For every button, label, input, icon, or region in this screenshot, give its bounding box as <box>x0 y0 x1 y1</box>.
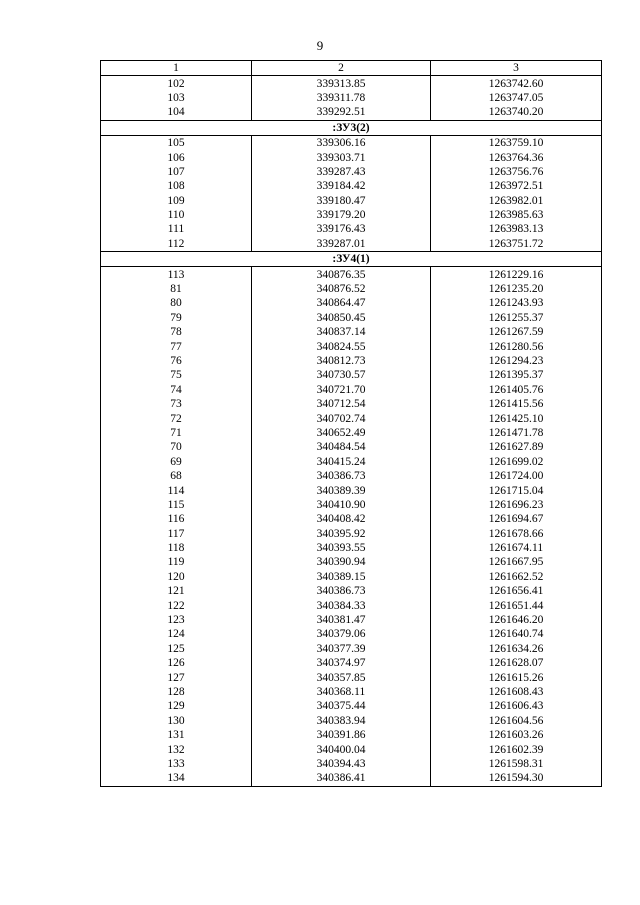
x-coordinate-cell: 340876.52 <box>252 282 431 296</box>
point-number-cell: 106 <box>101 150 252 164</box>
point-number-cell: 112 <box>101 237 252 252</box>
table-row <box>101 555 602 569</box>
table-row <box>101 699 602 713</box>
y-coordinate-cell: 1261598.31 <box>431 757 602 771</box>
y-coordinate-cell: 1261694.67 <box>431 512 602 526</box>
x-coordinate-cell: 340386.41 <box>252 771 431 786</box>
table-row <box>101 194 602 208</box>
y-coordinate-cell: 1261415.56 <box>431 397 602 411</box>
y-coordinate-cell: 1261608.43 <box>431 685 602 699</box>
y-coordinate-cell: 1263982.01 <box>431 194 602 208</box>
table-row <box>101 685 602 699</box>
y-coordinate-cell: 1261678.66 <box>431 527 602 541</box>
y-coordinate-cell: 1261634.26 <box>431 642 602 656</box>
y-coordinate-cell: 1261405.76 <box>431 383 602 397</box>
table-row <box>101 208 602 222</box>
table-row <box>101 714 602 728</box>
point-number-cell: 70 <box>101 440 252 454</box>
point-number-cell: 76 <box>101 354 252 368</box>
section-label: :ЗУ3(2) <box>101 120 602 135</box>
x-coordinate-cell: 340824.55 <box>252 339 431 353</box>
y-coordinate-cell: 1263751.72 <box>431 237 602 252</box>
x-coordinate-cell: 340850.45 <box>252 311 431 325</box>
x-coordinate-cell: 340375.44 <box>252 699 431 713</box>
header-y-coordinate: 3 <box>431 61 602 76</box>
point-number-cell: 104 <box>101 105 252 120</box>
point-number-cell: 132 <box>101 742 252 756</box>
y-coordinate-cell: 1261602.39 <box>431 742 602 756</box>
x-coordinate-cell: 340812.73 <box>252 354 431 368</box>
y-coordinate-cell: 1261662.52 <box>431 570 602 584</box>
point-number-cell: 120 <box>101 570 252 584</box>
x-coordinate-cell: 340652.49 <box>252 426 431 440</box>
section-row <box>101 120 602 135</box>
point-number-cell: 125 <box>101 642 252 656</box>
x-coordinate-cell: 340393.55 <box>252 541 431 555</box>
y-coordinate-cell: 1261604.56 <box>431 714 602 728</box>
y-coordinate-cell: 1263756.76 <box>431 165 602 179</box>
x-coordinate-cell: 340374.97 <box>252 656 431 670</box>
y-coordinate-cell: 1263740.20 <box>431 105 602 120</box>
table-row <box>101 757 602 771</box>
x-coordinate-cell: 339311.78 <box>252 91 431 105</box>
y-coordinate-cell: 1261640.74 <box>431 627 602 641</box>
table-row <box>101 397 602 411</box>
y-coordinate-cell: 1261243.93 <box>431 296 602 310</box>
y-coordinate-cell: 1261724.00 <box>431 469 602 483</box>
table-row <box>101 179 602 193</box>
table-row <box>101 150 602 164</box>
table-row <box>101 237 602 252</box>
point-number-cell: 103 <box>101 91 252 105</box>
table-body <box>101 76 602 786</box>
x-coordinate-cell: 340395.92 <box>252 527 431 541</box>
y-coordinate-cell: 1261615.26 <box>431 670 602 684</box>
point-number-cell: 109 <box>101 194 252 208</box>
point-number-cell: 80 <box>101 296 252 310</box>
table-row <box>101 426 602 440</box>
table-row <box>101 483 602 497</box>
x-coordinate-cell: 340408.42 <box>252 512 431 526</box>
point-number-cell: 75 <box>101 368 252 382</box>
table-row <box>101 627 602 641</box>
table-row <box>101 570 602 584</box>
point-number-cell: 118 <box>101 541 252 555</box>
x-coordinate-cell: 340876.35 <box>252 267 431 282</box>
point-number-cell: 69 <box>101 455 252 469</box>
table-row <box>101 105 602 120</box>
point-number-cell: 105 <box>101 135 252 150</box>
table-row <box>101 527 602 541</box>
x-coordinate-cell: 340379.06 <box>252 627 431 641</box>
point-number-cell: 71 <box>101 426 252 440</box>
y-coordinate-cell: 1261646.20 <box>431 613 602 627</box>
x-coordinate-cell: 340381.47 <box>252 613 431 627</box>
table-row <box>101 469 602 483</box>
y-coordinate-cell: 1261603.26 <box>431 728 602 742</box>
point-number-cell: 121 <box>101 584 252 598</box>
point-number-cell: 115 <box>101 498 252 512</box>
x-coordinate-cell: 340484.54 <box>252 440 431 454</box>
table-row <box>101 541 602 555</box>
section-label: :ЗУ4(1) <box>101 252 602 267</box>
x-coordinate-cell: 340730.57 <box>252 368 431 382</box>
point-number-cell: 81 <box>101 282 252 296</box>
x-coordinate-cell: 340386.73 <box>252 584 431 598</box>
point-number-cell: 113 <box>101 267 252 282</box>
point-number-cell: 119 <box>101 555 252 569</box>
point-number-cell: 122 <box>101 598 252 612</box>
x-coordinate-cell: 339180.47 <box>252 194 431 208</box>
x-coordinate-cell: 340702.74 <box>252 411 431 425</box>
point-number-cell: 78 <box>101 325 252 339</box>
point-number-cell: 128 <box>101 685 252 699</box>
x-coordinate-cell: 339313.85 <box>252 76 431 91</box>
x-coordinate-cell: 340383.94 <box>252 714 431 728</box>
point-number-cell: 108 <box>101 179 252 193</box>
point-number-cell: 77 <box>101 339 252 353</box>
table-row <box>101 455 602 469</box>
x-coordinate-cell: 339184.42 <box>252 179 431 193</box>
point-number-cell: 124 <box>101 627 252 641</box>
table-row <box>101 76 602 91</box>
y-coordinate-cell: 1261594.30 <box>431 771 602 786</box>
header-x-coordinate: 2 <box>252 61 431 76</box>
point-number-cell: 131 <box>101 728 252 742</box>
x-coordinate-cell: 340384.33 <box>252 598 431 612</box>
table-header <box>101 61 602 76</box>
table-row <box>101 498 602 512</box>
x-coordinate-cell: 340410.90 <box>252 498 431 512</box>
y-coordinate-cell: 1263764.36 <box>431 150 602 164</box>
x-coordinate-cell: 340386.73 <box>252 469 431 483</box>
x-coordinate-cell: 340357.85 <box>252 670 431 684</box>
section-row <box>101 252 602 267</box>
table-row <box>101 311 602 325</box>
coordinates-table <box>100 60 602 787</box>
y-coordinate-cell: 1261235.20 <box>431 282 602 296</box>
y-coordinate-cell: 1261471.78 <box>431 426 602 440</box>
header-point-number: 1 <box>101 61 252 76</box>
point-number-cell: 117 <box>101 527 252 541</box>
point-number-cell: 134 <box>101 771 252 786</box>
table-row <box>101 296 602 310</box>
x-coordinate-cell: 339292.51 <box>252 105 431 120</box>
y-coordinate-cell: 1263742.60 <box>431 76 602 91</box>
table-row <box>101 165 602 179</box>
x-coordinate-cell: 340390.94 <box>252 555 431 569</box>
y-coordinate-cell: 1261699.02 <box>431 455 602 469</box>
point-number-cell: 110 <box>101 208 252 222</box>
x-coordinate-cell: 340721.70 <box>252 383 431 397</box>
y-coordinate-cell: 1261667.95 <box>431 555 602 569</box>
x-coordinate-cell: 340368.11 <box>252 685 431 699</box>
y-coordinate-cell: 1261715.04 <box>431 483 602 497</box>
point-number-cell: 127 <box>101 670 252 684</box>
table-row <box>101 512 602 526</box>
table-row <box>101 282 602 296</box>
y-coordinate-cell: 1261627.89 <box>431 440 602 454</box>
point-number-cell: 73 <box>101 397 252 411</box>
page-number: 9 <box>316 38 324 53</box>
y-coordinate-cell: 1261656.41 <box>431 584 602 598</box>
point-number-cell: 129 <box>101 699 252 713</box>
table-row <box>101 598 602 612</box>
x-coordinate-cell: 340394.43 <box>252 757 431 771</box>
header-row <box>101 61 602 76</box>
point-number-cell: 126 <box>101 656 252 670</box>
x-coordinate-cell: 339306.16 <box>252 135 431 150</box>
x-coordinate-cell: 339303.71 <box>252 150 431 164</box>
y-coordinate-cell: 1261651.44 <box>431 598 602 612</box>
table-row <box>101 325 602 339</box>
x-coordinate-cell: 339176.43 <box>252 222 431 236</box>
table-row <box>101 656 602 670</box>
x-coordinate-cell: 339179.20 <box>252 208 431 222</box>
x-coordinate-cell: 340864.47 <box>252 296 431 310</box>
point-number-cell: 72 <box>101 411 252 425</box>
point-number-cell: 133 <box>101 757 252 771</box>
y-coordinate-cell: 1261255.37 <box>431 311 602 325</box>
table-row <box>101 91 602 105</box>
point-number-cell: 123 <box>101 613 252 627</box>
point-number-cell: 114 <box>101 483 252 497</box>
y-coordinate-cell: 1263972.51 <box>431 179 602 193</box>
point-number-cell: 107 <box>101 165 252 179</box>
table-row <box>101 222 602 236</box>
table-row <box>101 440 602 454</box>
table-row <box>101 728 602 742</box>
y-coordinate-cell: 1261395.37 <box>431 368 602 382</box>
y-coordinate-cell: 1263759.10 <box>431 135 602 150</box>
y-coordinate-cell: 1261267.59 <box>431 325 602 339</box>
y-coordinate-cell: 1263747.05 <box>431 91 602 105</box>
y-coordinate-cell: 1261425.10 <box>431 411 602 425</box>
table-row <box>101 613 602 627</box>
table-row <box>101 339 602 353</box>
x-coordinate-cell: 340389.39 <box>252 483 431 497</box>
table-row <box>101 354 602 368</box>
table-row <box>101 135 602 150</box>
table-row <box>101 771 602 786</box>
x-coordinate-cell: 340389.15 <box>252 570 431 584</box>
x-coordinate-cell: 340837.14 <box>252 325 431 339</box>
point-number-cell: 130 <box>101 714 252 728</box>
y-coordinate-cell: 1263985.63 <box>431 208 602 222</box>
point-number-cell: 111 <box>101 222 252 236</box>
x-coordinate-cell: 340415.24 <box>252 455 431 469</box>
x-coordinate-cell: 339287.01 <box>252 237 431 252</box>
table-row <box>101 742 602 756</box>
table-row <box>101 584 602 598</box>
table-row <box>101 383 602 397</box>
y-coordinate-cell: 1261674.11 <box>431 541 602 555</box>
table-row <box>101 368 602 382</box>
y-coordinate-cell: 1261696.23 <box>431 498 602 512</box>
x-coordinate-cell: 340391.86 <box>252 728 431 742</box>
y-coordinate-cell: 1263983.13 <box>431 222 602 236</box>
point-number-cell: 102 <box>101 76 252 91</box>
table-row <box>101 642 602 656</box>
x-coordinate-cell: 339287.43 <box>252 165 431 179</box>
y-coordinate-cell: 1261606.43 <box>431 699 602 713</box>
table-row <box>101 670 602 684</box>
table-row <box>101 411 602 425</box>
point-number-cell: 68 <box>101 469 252 483</box>
point-number-cell: 74 <box>101 383 252 397</box>
x-coordinate-cell: 340377.39 <box>252 642 431 656</box>
table-row <box>101 267 602 282</box>
point-number-cell: 116 <box>101 512 252 526</box>
x-coordinate-cell: 340712.54 <box>252 397 431 411</box>
y-coordinate-cell: 1261229.16 <box>431 267 602 282</box>
x-coordinate-cell: 340400.04 <box>252 742 431 756</box>
y-coordinate-cell: 1261280.56 <box>431 339 602 353</box>
y-coordinate-cell: 1261628.07 <box>431 656 602 670</box>
y-coordinate-cell: 1261294.23 <box>431 354 602 368</box>
point-number-cell: 79 <box>101 311 252 325</box>
